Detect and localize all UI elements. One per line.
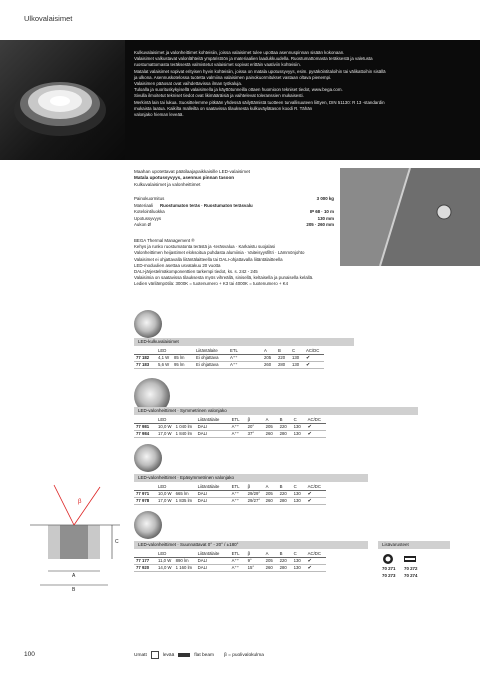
check-icon: ✔	[306, 490, 326, 497]
article-number: 77 183	[134, 361, 156, 368]
desc-line: Maahan upotettavat päätilaajapaikkaisille LED-valaisimet	[134, 169, 250, 174]
cell: 14,0 W	[158, 565, 172, 570]
product-description	[134, 169, 334, 188]
article-number: 77 182	[134, 354, 156, 361]
spec-row	[134, 222, 334, 229]
hero-line: ruostumattomasta teräksestä valmistetut valaisimet sopivat erittäin vaativiin kohteisiin.	[134, 62, 301, 68]
product-image-asymmetric	[134, 444, 162, 472]
article-number: 77 981	[134, 423, 156, 430]
col-header: LED	[156, 416, 174, 423]
spec-value: 205 · 260 mm	[306, 222, 334, 228]
cell: A⁺⁺	[230, 490, 246, 497]
flat-beam-icon	[178, 653, 190, 657]
col-header: B	[278, 483, 292, 490]
hero-text	[134, 50, 466, 118]
hero-line: ja ulkona. Asennuskotelossa tuotetta valmiina valaisimen painokuormitukset vastaan oltava pienempi.	[134, 74, 332, 80]
cell: 9°	[246, 557, 264, 564]
page-number: 100	[24, 651, 35, 658]
col-header	[172, 347, 194, 354]
table-row	[134, 361, 324, 368]
hero-line: Sivulla ilmoitetut tekniset tiedot ovat likimääräisiä ja vaihtelevat toleranssien mukaisesti.	[134, 93, 304, 99]
col-header: β	[246, 416, 264, 423]
cell: 15°	[246, 564, 264, 571]
table-header	[134, 483, 326, 490]
cell: Ei ohjattava	[194, 354, 228, 361]
product-table	[134, 347, 324, 369]
col-header: β	[246, 550, 264, 557]
hero-line: Merkintä lain tai lukua. Suosittelemme pitkään yhdessä säilyttämistä tuotteen turvallisuuteen liittyen, DIN 51130: R 13 -standardin	[134, 99, 385, 105]
col-header: AC/DC	[306, 550, 326, 557]
cell	[244, 354, 262, 361]
cell: 130	[292, 490, 306, 497]
cell: 220	[278, 557, 292, 564]
section-title: Ulkovalaisimet	[24, 14, 73, 23]
accessory-code: 70 271	[382, 566, 396, 571]
cell: 1 835 lm	[174, 497, 196, 504]
cell: 11,0 W	[156, 557, 174, 564]
cell: 1 040 lm	[174, 423, 196, 430]
spec-label: Painokuormitus	[134, 196, 165, 201]
cell: DALI	[196, 557, 230, 564]
feature-line: DALI-järjestelmäkomponenttien tarkempi tiedot, ks. s. 242 - 245	[134, 269, 258, 275]
paving-photo	[340, 168, 480, 266]
article-number: 77 978	[134, 497, 156, 504]
legend-label: levää	[162, 652, 175, 658]
check-icon: ✔	[304, 361, 324, 368]
spec-row	[134, 216, 334, 223]
cell: A⁺⁺	[230, 497, 246, 504]
accessories-band: Lisävarusteet	[378, 541, 450, 549]
cell: 260	[264, 564, 278, 571]
col-header	[174, 416, 196, 423]
cell: 220	[278, 490, 292, 497]
cell: 20°	[246, 423, 264, 430]
col-header: LED	[156, 347, 172, 354]
product-image-walkover	[134, 310, 162, 338]
col-header: A	[264, 483, 278, 490]
col-header: β	[246, 483, 264, 490]
desc-line: Matala upotussyvyys, asennus pinnan tasoon	[134, 175, 235, 181]
table-row	[134, 490, 326, 497]
cell: 29/29°	[246, 490, 264, 497]
cell: 205	[264, 423, 278, 430]
installation-photo	[340, 168, 480, 266]
cell: 205	[264, 490, 278, 497]
article-number: 77 971	[134, 490, 156, 497]
feature-text	[134, 238, 334, 288]
table-row	[134, 557, 326, 564]
spec-detail: Ruostumaton teräs · Ruostumaton teräsvalu	[160, 202, 253, 208]
cell: A⁺⁺	[230, 564, 246, 571]
table-header	[134, 347, 324, 354]
cell: 280	[278, 564, 292, 571]
cell: 29/27°	[246, 497, 264, 504]
cell: 95 lm	[172, 361, 194, 368]
spec-label: Aukon Ø	[134, 222, 152, 228]
cell: 220	[278, 423, 292, 430]
feature-line: Valaisimia on saatavissa tilauksesta myös vihreällä, sinisellä, keltaisella ja punaisella kelallä.	[134, 275, 314, 281]
hero-line: Valaisimen pääosat ovat vaihdettavissa ilman työkaluja.	[134, 81, 243, 87]
article-number: 77 920	[134, 564, 156, 571]
check-icon: ✔	[306, 423, 326, 430]
col-header: ETL	[230, 416, 246, 423]
hero-line: Valaisimet valkustavat valonlähteitä ympäristöön ja materiaalien laadukkuudella. Ruostumattomasta teräksestä ja valetusta	[134, 56, 373, 62]
cell: 280	[278, 430, 292, 437]
col-header: LED	[156, 483, 174, 490]
col-header: A	[264, 550, 278, 557]
cell: 130	[292, 557, 306, 564]
hero-banner	[0, 40, 480, 160]
check-icon: ✔	[306, 497, 326, 504]
cell: DALI	[196, 423, 230, 430]
cell: DALI	[196, 497, 230, 504]
table-row	[134, 564, 326, 571]
block-band: LED-valonheittimet · Suunnattavat 0° - 20° / ±180°	[134, 541, 368, 549]
cell: DALI	[196, 490, 230, 497]
table-row	[134, 430, 326, 437]
col-header	[134, 483, 156, 490]
cell: 130	[292, 497, 306, 504]
spec-value: IP 68 · 10 m	[309, 209, 334, 215]
hero-line: Kulkuvalaisimet ja valonheittimet kohteisiin, joissa valaisimet tulee upottaa asennuspinnan sisään kokonaan.	[134, 50, 345, 55]
col-header	[134, 416, 156, 423]
cell: 130	[292, 564, 306, 571]
dimension-c-label: C	[115, 539, 119, 545]
cell: 1 160 lm	[174, 564, 196, 571]
col-header: B	[276, 347, 290, 354]
col-header: A	[264, 416, 278, 423]
table-header	[134, 550, 326, 557]
cell: 4,1 W	[156, 354, 172, 361]
article-number: 77 177	[134, 557, 156, 564]
col-header: C	[292, 483, 306, 490]
spec-label: Kotelointiluokka	[134, 209, 165, 215]
block-band: LED-valonheittimet · Symmetrinen valonjako	[134, 407, 418, 415]
cell	[244, 361, 262, 368]
hero-line: Tuloalla ja suorituskykyisellä valaisimella ja käyttötunneilla ottaen huomioon tekniset tiedot, www.bega.com.	[134, 87, 343, 93]
legend-label: β = puolivalokulma	[224, 652, 264, 658]
col-header: ETL	[230, 550, 246, 557]
accessory-code: 70 273	[382, 573, 396, 578]
feature-line: Valonheittimen heijastimet eloksoitua puhdasta alumiinia · Vaiteisyysfiltri · Lämmönjohto	[134, 250, 305, 256]
legend	[134, 651, 264, 659]
cell: 260	[264, 430, 278, 437]
cell: DALI	[196, 430, 230, 437]
recessed-luminaire-photo	[0, 40, 125, 160]
product-table	[134, 483, 326, 505]
col-header: B	[278, 550, 292, 557]
spec-row	[134, 203, 334, 210]
cell: 280	[276, 361, 290, 368]
hero-line: Matalat valaisimet sopivat erityisen hyvin kohteisiin, joissa on matala upotussyvyys, esim. pysäköintitaloihin tai välikattoihin sisällä	[134, 68, 386, 74]
col-header: Liitäntälaite	[196, 483, 230, 490]
cell: 890 lm	[174, 557, 196, 564]
col-header	[134, 550, 156, 557]
cell: 17,0 W	[158, 431, 172, 436]
col-header: Liitäntälaite	[196, 550, 230, 557]
dimension-a-label: A	[72, 573, 76, 579]
col-header: ETL	[228, 347, 244, 354]
cell: 260	[262, 361, 276, 368]
feature-line: Ledien värilämpötila: 3000K = tuotenumero + K3 tai 4000K = tuotenumero + K4	[134, 281, 289, 287]
wide-beam-icon	[151, 651, 159, 659]
col-header: AC/DC	[306, 416, 326, 423]
cell: 665 lm	[174, 490, 196, 497]
check-icon: ✔	[304, 354, 324, 361]
table-row	[134, 354, 324, 361]
cell: DALI	[196, 564, 230, 571]
hero-photo	[0, 40, 125, 160]
feature-line: LED-moduulien asettaa usvatakuu 20 vuotta	[134, 262, 221, 268]
cell: 280	[278, 497, 292, 504]
spec-value: 130 mm	[317, 215, 334, 221]
legend-prefix: Umatt	[134, 652, 147, 658]
cell: 205	[264, 557, 278, 564]
col-header	[134, 347, 156, 354]
product-table	[134, 416, 326, 438]
spec-label: Materiaali	[134, 202, 154, 208]
cell: A⁺⁺	[228, 354, 244, 361]
col-header	[174, 483, 196, 490]
col-header: C	[292, 550, 306, 557]
spec-label: Upotussyvyys	[134, 215, 162, 221]
cell: 260	[264, 497, 278, 504]
dimension-b-label: B	[72, 587, 76, 593]
product-image-adjustable	[134, 511, 162, 539]
feature-line: Valaisimet ei ohjattavalla liitäntälaitteella tai DALI-ohjattavalla liitäntälaitteella	[134, 256, 283, 262]
cell: 37°	[246, 430, 264, 437]
cell: 85 lm	[172, 354, 194, 361]
col-header: C	[290, 347, 304, 354]
spec-row	[134, 209, 334, 216]
article-number: 77 984	[134, 430, 156, 437]
cell: Ei ohjattava	[194, 361, 228, 368]
cell: 10,0 W	[158, 491, 172, 496]
check-icon: ✔	[306, 564, 326, 571]
cell: 130	[292, 430, 306, 437]
check-icon: ✔	[306, 430, 326, 437]
cell: 130	[292, 423, 306, 430]
col-header: A	[262, 347, 276, 354]
col-header: LED	[156, 550, 174, 557]
cell: A⁺⁺	[230, 557, 246, 564]
accessory-code: 70 274	[404, 573, 418, 578]
block-band: LED-valonheittimet · Epäsymmetrinen valonjako	[134, 474, 368, 482]
feature-line: BEGA Thermal Management ®	[134, 238, 195, 243]
col-header: Liitäntälaite	[194, 347, 228, 354]
table-row	[134, 423, 326, 430]
hero-line: valonjako hieman leveää.	[134, 112, 184, 118]
spec-value: 3 000 kg	[316, 196, 334, 201]
col-header: C	[292, 416, 306, 423]
spec-list	[134, 196, 334, 229]
cell: 1 840 lm	[174, 430, 196, 437]
cell: 220	[276, 354, 290, 361]
spec-row	[134, 196, 334, 203]
cell: 205	[262, 354, 276, 361]
cell: 10,0 W	[158, 424, 172, 429]
cell: 5,6 W	[156, 361, 172, 368]
col-header: AC/DC	[306, 483, 326, 490]
cell: 17,0 W	[158, 498, 172, 503]
col-header: ETL	[230, 483, 246, 490]
col-header	[174, 550, 196, 557]
technical-drawing	[20, 475, 130, 595]
check-icon: ✔	[306, 557, 326, 564]
legend-label: flat beam	[194, 652, 214, 658]
accessory-code: 70 272	[404, 566, 418, 571]
feature-line: Kehys ja runko ruostumatonta terästä ja -teräsvalua · Karkaistu suojalasi	[134, 244, 276, 250]
table-row	[134, 497, 326, 504]
table-header	[134, 416, 326, 423]
cell: 130	[290, 354, 304, 361]
col-header: AC/DC	[304, 347, 324, 354]
col-header	[244, 347, 262, 354]
beam-angle-label: β	[78, 499, 82, 505]
cell: A⁺⁺	[230, 430, 246, 437]
block-band: LED-kulkuvalaisimet	[134, 338, 354, 346]
product-table	[134, 550, 326, 572]
cell: 130	[290, 361, 304, 368]
hero-line: mukaista laatua. Kaikilta malleilta on saatavissa tilauksesta kulkuväylätason koodi R. Tähän	[134, 105, 313, 111]
cell: A⁺⁺	[228, 361, 244, 368]
cell: A⁺⁺	[230, 423, 246, 430]
col-header: B	[278, 416, 292, 423]
col-header: Liitäntälaite	[196, 416, 230, 423]
desc-line: Kulkuvalaisimet ja valonheittimet	[134, 181, 201, 187]
